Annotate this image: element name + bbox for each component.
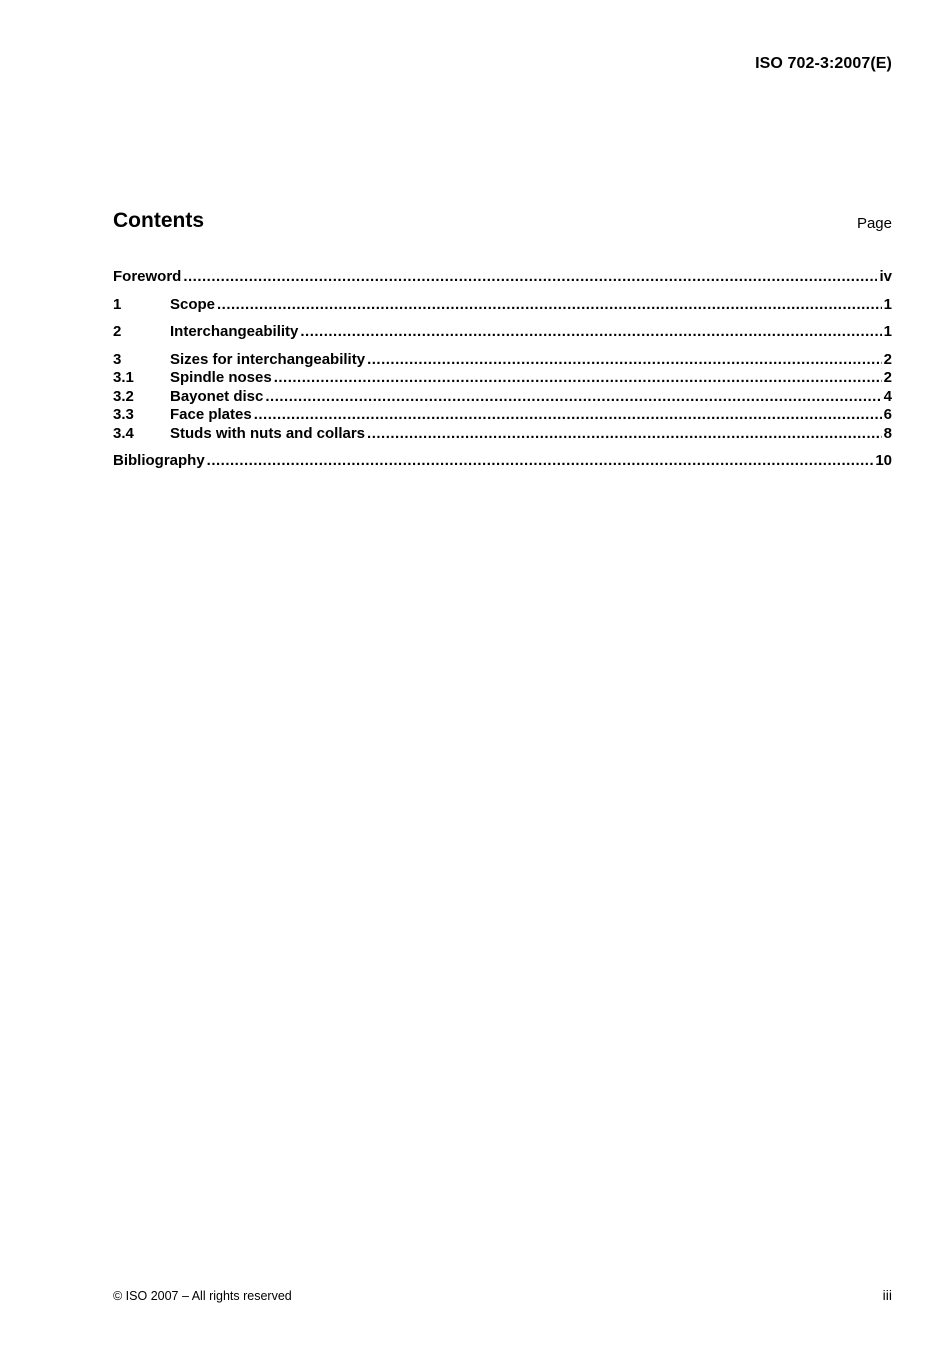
toc-entry-number: 3.1 <box>113 369 134 386</box>
toc-entry-page: 2 <box>883 369 892 386</box>
toc-entry-page: 1 <box>883 295 892 313</box>
document-code: ISO 702-3:2007(E) <box>755 55 892 72</box>
toc-entry-number: 3.2 <box>113 387 134 405</box>
toc-entry-page: 1 <box>883 323 892 340</box>
toc-entry-title: Interchangeability <box>170 323 299 340</box>
toc-entry-bibliography[interactable] <box>113 452 892 471</box>
toc-entry-number: 1 <box>113 295 122 313</box>
toc-entry-title: Sizes for interchangeability <box>170 350 366 368</box>
toc-entry-title: Scope <box>170 295 216 313</box>
toc-entry-scope[interactable] <box>113 296 892 315</box>
contents-title: Contents <box>113 209 204 232</box>
table-of-contents <box>113 268 892 471</box>
page-column-label: Page <box>856 215 892 232</box>
toc-leader <box>274 369 882 386</box>
toc-entry-title: Face plates <box>170 406 252 423</box>
toc-entry-face-plates[interactable] <box>113 406 892 425</box>
toc-entry-studs[interactable] <box>113 425 892 444</box>
toc-entry-interchangeability[interactable] <box>113 323 892 342</box>
toc-leader <box>367 351 882 368</box>
toc-entry-number: 3.3 <box>113 406 134 423</box>
toc-leader <box>217 296 882 313</box>
toc-entry-title: Spindle noses <box>170 369 272 386</box>
toc-leader <box>265 388 881 405</box>
toc-entry-page: iv <box>879 268 892 285</box>
toc-entry-page: 4 <box>883 387 892 405</box>
toc-leader <box>254 406 882 423</box>
toc-entry-title: Studs with nuts and collars <box>170 424 366 442</box>
toc-entry-spindle-noses[interactable] <box>113 369 892 388</box>
toc-entry-bayonet-disc[interactable] <box>113 388 892 407</box>
toc-entry-page: 2 <box>883 350 892 368</box>
toc-entry-number: 3 <box>113 350 122 368</box>
toc-entry-title: Bayonet disc <box>170 387 264 405</box>
toc-entry-foreword[interactable] <box>113 268 892 287</box>
toc-leader <box>300 323 881 340</box>
toc-entry-number: 3.4 <box>113 424 134 442</box>
toc-entry-page: 6 <box>883 406 892 423</box>
toc-entry-page: 10 <box>875 452 892 469</box>
toc-entry-title: Foreword <box>113 268 182 285</box>
toc-entry-number: 2 <box>113 323 122 340</box>
toc-entry-sizes[interactable] <box>113 351 892 370</box>
toc-entry-page: 8 <box>883 424 892 442</box>
toc-leader <box>183 268 877 285</box>
toc-leader <box>367 425 882 442</box>
toc-leader <box>207 452 874 469</box>
toc-entry-title: Bibliography <box>113 452 205 469</box>
footer-copyright: © ISO 2007 – All rights reserved <box>113 1289 292 1303</box>
footer-page-number: iii <box>882 1287 892 1303</box>
